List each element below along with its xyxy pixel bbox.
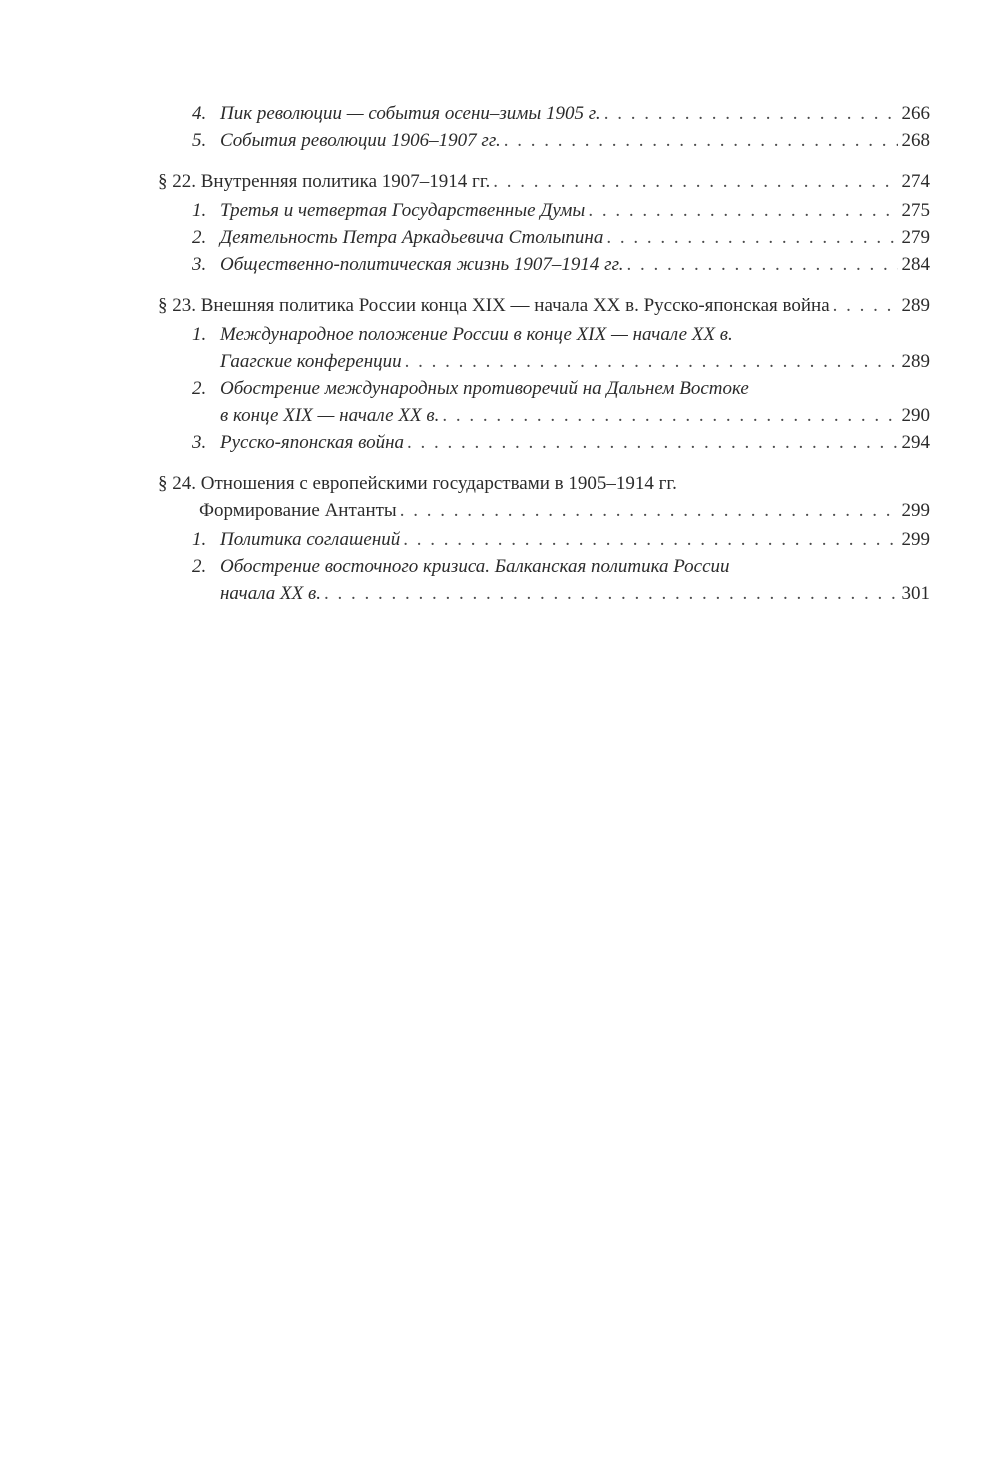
toc-entry[interactable]	[158, 429, 930, 456]
toc-section-title-line: Формирование Антанты	[199, 500, 397, 521]
toc-entry-number: 2.	[192, 227, 207, 248]
leader-dots	[324, 580, 898, 607]
toc-entry[interactable]	[158, 100, 930, 127]
toc-entry-number: 2.	[192, 556, 207, 577]
toc-section[interactable]	[158, 168, 930, 195]
toc-entry-title: Политика соглашений	[220, 529, 401, 550]
toc-entry-number: 1.	[192, 200, 207, 221]
leader-dots	[606, 224, 897, 251]
toc-page-number: 268	[901, 130, 930, 151]
toc-entry[interactable]	[158, 553, 930, 607]
toc-entry-title-line: в конце XIX — начале XX в.	[220, 405, 440, 426]
toc-entry-number: 1.	[192, 529, 207, 550]
toc-section-title-line: § 24. Отношения с европейскими государствами в 1905–1914 гг.	[158, 473, 677, 494]
leader-dots	[493, 168, 897, 195]
toc-page-number: 266	[901, 103, 930, 124]
toc-entry-title: Деятельность Петра Аркадьевича Столыпина	[220, 227, 604, 248]
toc-entry-number: 5.	[192, 130, 207, 151]
toc-entry[interactable]	[158, 321, 930, 375]
toc-page-number: 279	[901, 227, 930, 248]
toc-entry[interactable]	[158, 526, 930, 553]
toc-entry-number: 2.	[192, 378, 207, 399]
toc-entry[interactable]	[158, 375, 930, 429]
toc-entry-title: Третья и четвертая Государственные Думы	[220, 200, 586, 221]
toc-section[interactable]	[158, 470, 930, 524]
leader-dots	[400, 497, 898, 524]
toc-entry-title: Русско-японская война	[220, 432, 405, 453]
toc-page-number: 289	[901, 295, 930, 316]
leader-dots	[407, 429, 897, 456]
leader-dots	[833, 292, 898, 319]
toc-page-number: 301	[901, 583, 930, 604]
leader-dots	[626, 251, 897, 278]
toc-entry-title-line: Гаагские конференции	[220, 351, 402, 372]
leader-dots	[588, 197, 897, 224]
toc-page-number: 290	[901, 405, 930, 426]
toc-entry[interactable]	[158, 251, 930, 278]
toc-page-number: 274	[901, 171, 930, 192]
toc-entry-number: 3.	[192, 254, 207, 275]
leader-dots	[604, 100, 898, 127]
toc-entry[interactable]	[158, 224, 930, 251]
toc-entry[interactable]	[158, 127, 930, 154]
table-of-contents	[158, 100, 930, 607]
leader-dots	[504, 127, 898, 154]
toc-entry[interactable]	[158, 197, 930, 224]
toc-section-title: § 22. Внутренняя политика 1907–1914 гг.	[158, 171, 491, 192]
toc-section[interactable]	[158, 292, 930, 319]
toc-page-number: 299	[901, 500, 930, 521]
toc-entry-number: 4.	[192, 103, 207, 124]
toc-entry-title-line: Обострение международных противоречий на Дальнем Востоке	[220, 378, 749, 399]
toc-entry-number: 1.	[192, 324, 207, 345]
toc-page-number: 284	[901, 254, 930, 275]
toc-entry-title: Общественно-политическая жизнь 1907–1914 гг.	[220, 254, 624, 275]
leader-dots	[405, 348, 898, 375]
toc-entry-title-line: Международное положение России в конце XIX — начале XX в.	[220, 324, 733, 345]
toc-entry-title-line: начала XX в.	[220, 583, 321, 604]
leader-dots	[442, 402, 897, 429]
toc-entry-title: События революции 1906–1907 гг.	[220, 130, 501, 151]
toc-page-number: 299	[901, 529, 930, 550]
toc-entry-title: Пик революции — события осени–зимы 1905 г.	[220, 103, 601, 124]
toc-page-number: 294	[901, 432, 930, 453]
toc-page-number: 289	[901, 351, 930, 372]
toc-section-title: § 23. Внешняя политика России конца XIX — начала XX в. Русско-японская война	[158, 295, 830, 316]
leader-dots	[403, 526, 897, 553]
toc-page-number: 275	[901, 200, 930, 221]
toc-entry-title-line: Обострение восточного кризиса. Балканская политика России	[220, 556, 730, 577]
toc-entry-number: 3.	[192, 432, 207, 453]
